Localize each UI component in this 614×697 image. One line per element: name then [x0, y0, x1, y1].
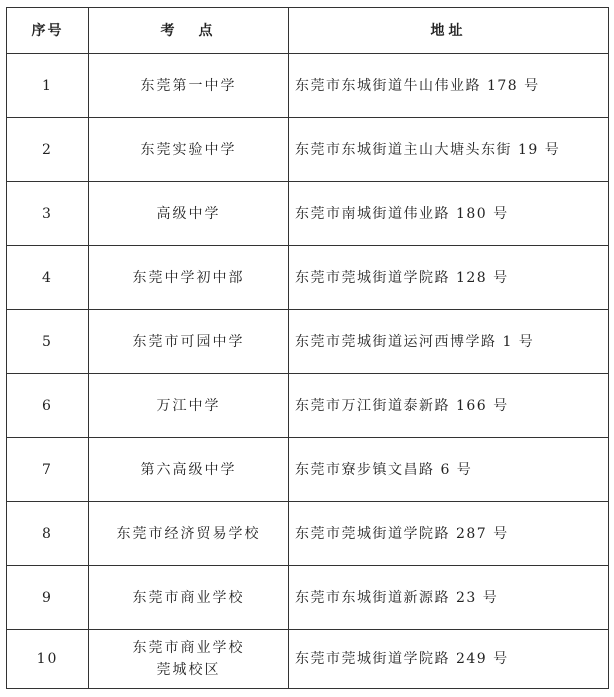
table-row — [7, 502, 609, 566]
table-row — [7, 438, 609, 502]
row-index: 5 — [7, 310, 89, 374]
row-index: 6 — [7, 374, 89, 438]
table-row — [7, 54, 609, 118]
row-exam-site — [89, 566, 289, 630]
header-index: 序号 — [7, 8, 89, 54]
header-address: 地址 — [289, 8, 609, 54]
row-exam-site — [89, 310, 289, 374]
row-exam-site — [89, 374, 289, 438]
row-address: 东莞市寮步镇文昌路 6 号 — [289, 438, 609, 502]
row-index: 10 — [7, 630, 89, 689]
row-exam-site-line: 东莞市可园中学 — [132, 333, 245, 350]
row-exam-site — [89, 246, 289, 310]
exam-site-table — [6, 7, 609, 689]
row-exam-site-line: 第六高级中学 — [140, 461, 237, 478]
header-exam-site-part-1: 考 — [160, 22, 179, 39]
row-index: 9 — [7, 566, 89, 630]
row-address: 东莞市莞城街道运河西博学路 1 号 — [289, 310, 609, 374]
row-index: 2 — [7, 118, 89, 182]
row-address: 东莞市南城街道伟业路 180 号 — [289, 182, 609, 246]
table-row — [7, 182, 609, 246]
table-header-row — [7, 8, 609, 54]
row-exam-site-line: 东莞第一中学 — [140, 77, 237, 94]
row-address: 东莞市东城街道新源路 23 号 — [289, 566, 609, 630]
row-exam-site-line: 高级中学 — [156, 205, 221, 222]
row-exam-site-line: 万江中学 — [156, 397, 221, 414]
table-row — [7, 246, 609, 310]
row-exam-site — [89, 54, 289, 118]
row-index: 1 — [7, 54, 89, 118]
row-exam-site — [89, 438, 289, 502]
table-row — [7, 118, 609, 182]
table-row — [7, 374, 609, 438]
row-index: 8 — [7, 502, 89, 566]
row-address: 东莞市东城街道主山大塘头东街 19 号 — [289, 118, 609, 182]
header-exam-site — [89, 8, 289, 54]
row-exam-site-line: 东莞市商业学校 — [132, 640, 245, 656]
row-address: 东莞市万江街道泰新路 166 号 — [289, 374, 609, 438]
row-exam-site-line: 莞城校区 — [156, 662, 221, 678]
table-row — [7, 630, 609, 689]
row-exam-site — [89, 182, 289, 246]
row-exam-site-line: 东莞实验中学 — [140, 141, 237, 158]
row-address: 东莞市莞城街道学院路 287 号 — [289, 502, 609, 566]
table-row — [7, 566, 609, 630]
row-exam-site — [89, 502, 289, 566]
row-exam-site-line: 东莞市商业学校 — [132, 589, 245, 606]
row-exam-site — [89, 118, 289, 182]
table-row — [7, 310, 609, 374]
row-index: 4 — [7, 246, 89, 310]
row-exam-site-line: 东莞市经济贸易学校 — [116, 525, 261, 542]
row-exam-site — [89, 630, 289, 689]
row-address: 东莞市东城街道牛山伟业路 178 号 — [289, 54, 609, 118]
row-index: 7 — [7, 438, 89, 502]
row-address: 东莞市莞城街道学院路 128 号 — [289, 246, 609, 310]
header-exam-site-part-2: 点 — [198, 22, 217, 39]
row-index: 3 — [7, 182, 89, 246]
row-exam-site-line: 东莞中学初中部 — [132, 269, 245, 286]
row-address: 东莞市莞城街道学院路 249 号 — [289, 630, 609, 689]
